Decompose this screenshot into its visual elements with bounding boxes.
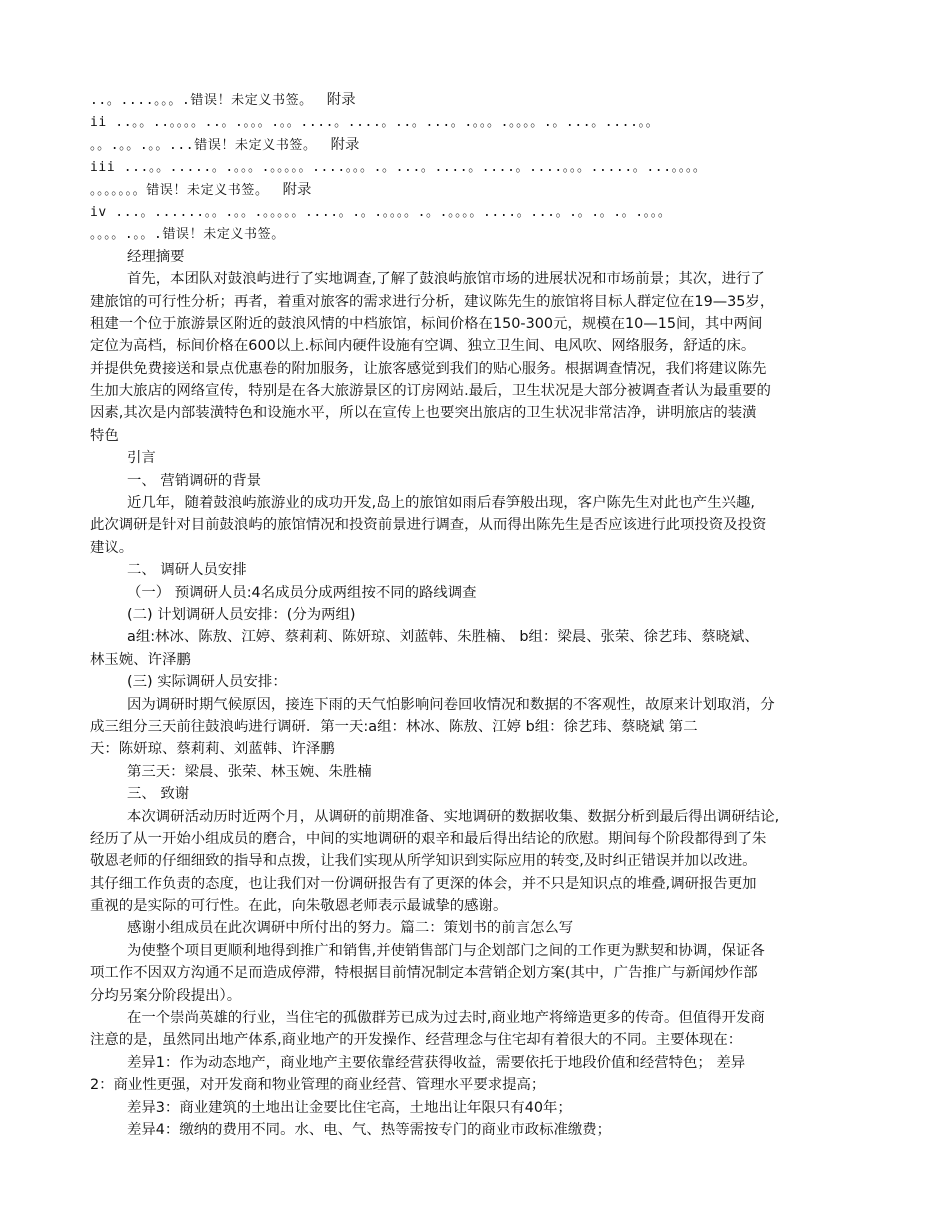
- body-text-line: 差异4：缴纳的费用不同。水、电、气、热等需按专门的商业市政标准缴费；: [127, 1121, 612, 1138]
- body-text-line: 为使整个项目更顺利地得到推广和销售,并使销售部门与企划部门之间的工作更为默契和协调，保证各: [127, 942, 765, 959]
- body-text-line: 此次调研是针对目前鼓浪屿的旅馆情况和投资前景进行调查，从而得出陈先生是否应该进行此项投资及投资: [90, 517, 767, 534]
- body-text-line: 经理摘要: [127, 248, 185, 265]
- body-text-line: a组:林冰、陈敖、江婷、蔡莉莉、陈妍琼、刘蓝韩、朱胜楠、 b组：梁晨、张荣、徐艺玮、蔡晓斌、: [127, 629, 759, 646]
- body-text-line: 感谢小组成员在此次调研中所付出的努力。篇二：策划书的前言怎么写: [127, 920, 574, 937]
- body-text-line: 定位为高档，标间价格在600以上.标间内硬件设施有空调、独立卫生间、电风吹、网络服务，舒适的床。: [90, 338, 756, 355]
- table-of-contents: [90, 89, 870, 246]
- document-page: [90, 89, 870, 1141]
- body-text-line: 林玉婉、许泽鹏: [90, 651, 191, 668]
- toc-entry-3-cont: [90, 179, 870, 201]
- toc-appendix-label: 附录: [326, 92, 356, 108]
- toc-entry-1: [90, 89, 870, 111]
- body-text-line: 近几年，随着鼓浪屿旅游业的成功开发,岛上的旅馆如雨后春笋般出现，客户陈先生对此也产生兴趣,: [127, 495, 755, 512]
- body-text-line: 重视的是实际的可行性。在此，向朱敬恩老师表示最诚挚的感谢。: [90, 898, 508, 915]
- body-text-line: 二、 调研人员安排: [127, 562, 247, 579]
- body-text-line: 首先，本团队对鼓浪屿进行了实地调查,了解了鼓浪屿旅馆市场的进展状况和市场前景；其次，进行了: [127, 271, 765, 288]
- body-text-line: （一） 预调研人员:4名成员分成两组按不同的路线调查: [127, 584, 477, 601]
- document-body: [90, 246, 870, 1142]
- body-text-line: 天：陈妍琼、蔡莉莉、刘蓝韩、许泽鹏: [90, 741, 335, 758]
- body-text-line: 差异3：商业建筑的土地出让金要比住宅高，土地出让年限只有40年；: [127, 1099, 572, 1116]
- body-text-line: 成三组分三天前往鼓浪屿进行调研．第一天:a组：林冰、陈敖、江婷 b组：徐艺玮、蔡晓斌 第二: [90, 718, 698, 735]
- body-text-line: 敬恩老师的仔细细致的指导和点拨，让我们实现从所学知识到实际应用的转变,及时纠正错误并加以改进。: [90, 853, 757, 870]
- toc-entry-2: [90, 111, 870, 133]
- body-text-line: 租建一个位于旅游景区附近的鼓浪风情的中档旅馆，标间价格在150-300元，规模在10—15间，其中两间: [90, 315, 763, 332]
- body-text-line: 项工作不因双方沟通不足而造成停滞，特根据目前情况制定本营销企划方案(其中，广告推广与新闻炒作部: [90, 965, 758, 982]
- toc-entry-4: [90, 201, 870, 223]
- body-text-line: 建旅馆的可行性分析；再者，着重对旅客的需求进行分析，建议陈先生的旅馆将目标人群定位在19—35岁，: [90, 293, 775, 310]
- body-text-line: 因素,其次是内部装潢特色和设施水平，所以在宣传上也要突出旅店的卫生状况非常洁净，讲明旅店的装潢: [90, 405, 757, 422]
- toc-leader: iii ...。。.....。.。。。.。。。。。....。。。.。...。....。....。....。。。.....。...。。。。: [90, 160, 707, 176]
- toc-leader: ..。....。。。.错误！未定义书签。: [90, 93, 313, 108]
- toc-leader: ii ..。。..。。。。..。.。。。.。。....。....。..。...。.。。。.。。。。.。...。....。。: [90, 115, 660, 131]
- body-text-line: 一、 营销调研的背景: [127, 472, 262, 489]
- toc-entry-4-cont: [90, 223, 870, 245]
- body-text-line: 在一个崇尚英雄的行业，当住宅的孤傲群芳已成为过去时,商业地产将缔造更多的传奇。但值得开发商: [127, 1010, 765, 1027]
- toc-appendix-label: 附录: [282, 181, 312, 198]
- toc-leader: 。。.。。.。。...错误！未定义书签。: [90, 137, 317, 153]
- body-text-line: 其仔细工作负责的态度，也让我们对一份调研报告有了更深的体会，并不只是知识点的堆叠,调研报告更加: [90, 875, 757, 892]
- body-text-line: 三、 致谢: [127, 786, 190, 803]
- body-text-line: 分均另案分阶段提出）。: [90, 987, 242, 1004]
- body-text-line: 引言: [127, 450, 156, 467]
- toc-entry-3: [90, 156, 870, 178]
- toc-appendix-label: 附录: [330, 136, 360, 153]
- body-text-line: 建议。: [90, 539, 134, 556]
- body-text-line: (二) 计划调研人员安排：(分为两组): [127, 606, 356, 623]
- body-text-line: 特色: [90, 427, 119, 444]
- body-text-line: 因为调研时期气候原因，接连下雨的天气怕影响问卷回收情况和数据的不客观性，故原来计划取消，分: [127, 696, 775, 713]
- body-text-line: 第三天：梁晨、张荣、林玉婉、朱胜楠: [127, 763, 372, 780]
- body-text-line: 经历了从一开始小组成员的磨合，中间的实地调研的艰辛和最后得出结论的欣慰。期间每个阶段都得到了朱: [90, 830, 767, 847]
- toc-leader: iv ...。......。。.。。.。。。。。....。.。.。。。。.。.。。。。....。...。.。.。.。.。。。: [90, 204, 672, 220]
- body-text-line: 并提供免费接送和景点优惠卷的附加服务，让旅客感觉到我们的贴心服务。根据调查情况，我们将建议陈先: [90, 360, 767, 377]
- body-text-line: 本次调研活动历时近两个月，从调研的前期准备、实地调研的数据收集、数据分析到最后得出调研结论,: [127, 808, 780, 825]
- toc-leader: 。。。。。。。错误！未定义书签。: [90, 182, 269, 198]
- toc-entry-2-cont: [90, 134, 870, 156]
- body-text-line: 差异1：作为动态地产，商业地产主要依靠经营获得收益，需要依托于地段价值和经营特色； 差异: [127, 1054, 746, 1071]
- toc-leader: 。。。。.。。.错误！未定义书签。: [90, 227, 285, 243]
- body-text-line: 注意的是，虽然同出地产体系,商业地产的开发操作、经营理念与住宅却有着很大的不同。主要体现在：: [90, 1032, 743, 1049]
- body-text-line: (三) 实际调研人员安排：: [127, 674, 287, 691]
- body-text-line: 生加大旅店的网络宣传，特别是在各大旅游景区的订房网站.最后，卫生状况是大部分被调查者认为最重要的: [90, 383, 771, 400]
- body-text-line: 2：商业性更强，对开发商和物业管理的商业经营、管理水平要求提高；: [90, 1077, 546, 1094]
